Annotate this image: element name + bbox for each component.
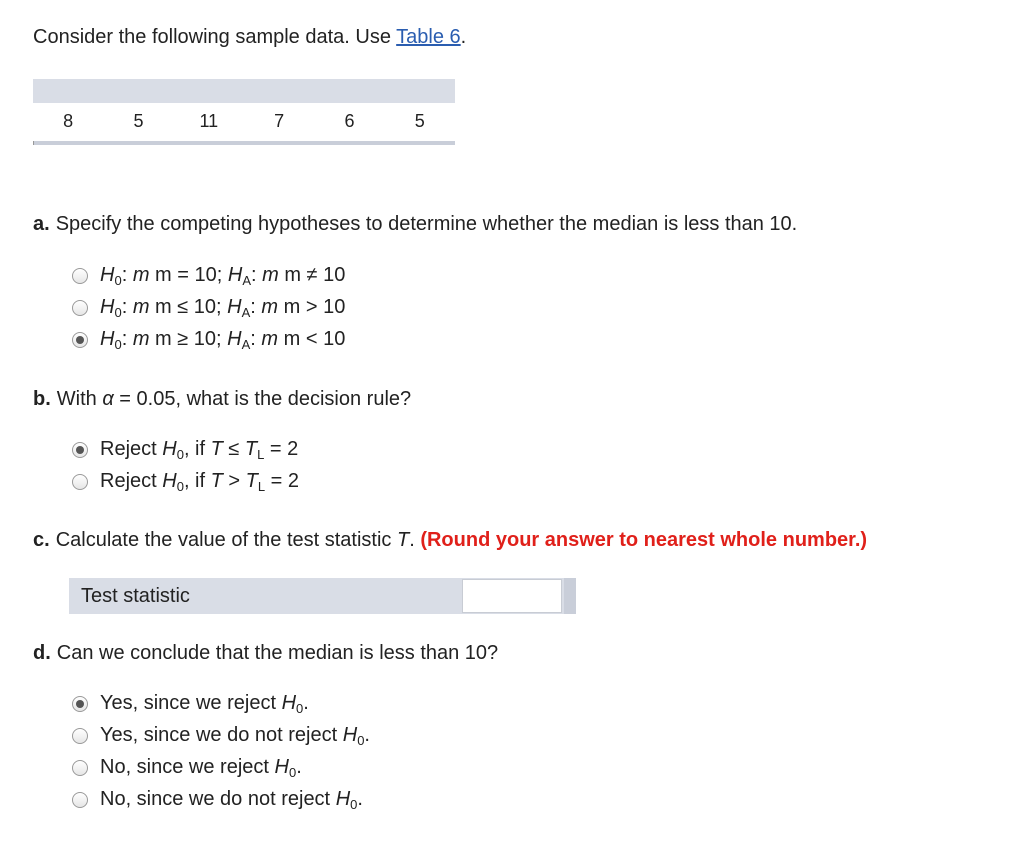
question-d: d. Can we conclude that the median is less than 10? xyxy=(33,642,499,664)
radio-button-selected[interactable] xyxy=(72,332,88,348)
radio-button[interactable] xyxy=(72,474,88,490)
conclusion-option-3[interactable]: No, since we reject $H_0$. xyxy=(72,752,370,784)
radio-button-selected[interactable] xyxy=(72,442,88,458)
decision-rule-options xyxy=(72,434,299,498)
hypothesis-option-3[interactable]: $H_0$: m m ≥ 10; $H_A$: m m < 10 xyxy=(72,324,345,356)
rounding-note: (Round your answer to nearest whole number.) xyxy=(420,529,868,551)
conclusion-option-4[interactable]: No, since we do not reject $H_0$. xyxy=(72,784,370,816)
decision-option-1[interactable]: Reject $H_0$, if $T \le T_L = 2$ xyxy=(72,434,299,466)
table-row xyxy=(33,103,455,139)
test-statistic-input[interactable] xyxy=(462,579,562,613)
hypothesis-option-2[interactable]: $H_0$: m m ≤ 10; $H_A$: m m > 10 xyxy=(72,292,345,324)
radio-button[interactable] xyxy=(72,760,88,776)
test-statistic-label: Test statistic xyxy=(81,585,190,607)
table-cell: 5 xyxy=(133,110,144,131)
decision-option-2[interactable]: Reject $H_0$, if $T > T_L = 2$ xyxy=(72,466,299,498)
sample-data-table xyxy=(33,79,455,145)
table-cell: 6 xyxy=(344,110,355,131)
hypothesis-option-1[interactable]: $H_0$: m m = 10; $H_A$: m m ≠ 10 xyxy=(72,260,345,292)
conclusion-options xyxy=(72,688,370,816)
test-statistic-row xyxy=(69,578,576,614)
radio-button-selected[interactable] xyxy=(72,696,88,712)
hypotheses-options xyxy=(72,260,345,356)
radio-button[interactable] xyxy=(72,300,88,316)
question-c: c. Calculate the value of the test statistic T. (Round your answer to nearest whole number.) xyxy=(33,529,868,551)
row-end-cap xyxy=(564,578,576,614)
question-b: b. With α = 0.05, what is the decision rule? xyxy=(33,388,412,410)
table-cell: 8 xyxy=(63,110,74,131)
conclusion-option-1[interactable]: Yes, since we reject $H_0$. xyxy=(72,688,370,720)
table-6-link[interactable]: Table 6 xyxy=(396,26,461,48)
conclusion-option-2[interactable]: Yes, since we do not reject $H_0$. xyxy=(72,720,370,752)
radio-button[interactable] xyxy=(72,268,88,284)
radio-button[interactable] xyxy=(72,728,88,744)
question-a: a. Specify the competing hypotheses to determine whether the median is less than 10. xyxy=(33,213,798,235)
table-cell: 11 xyxy=(199,110,219,131)
table-footer xyxy=(33,141,455,145)
intro-text: Consider the following sample data. Use Table 6. xyxy=(33,26,467,48)
table-header xyxy=(33,79,455,103)
table-cell: 7 xyxy=(274,110,285,131)
table-cell: 5 xyxy=(414,110,425,131)
radio-button[interactable] xyxy=(72,792,88,808)
